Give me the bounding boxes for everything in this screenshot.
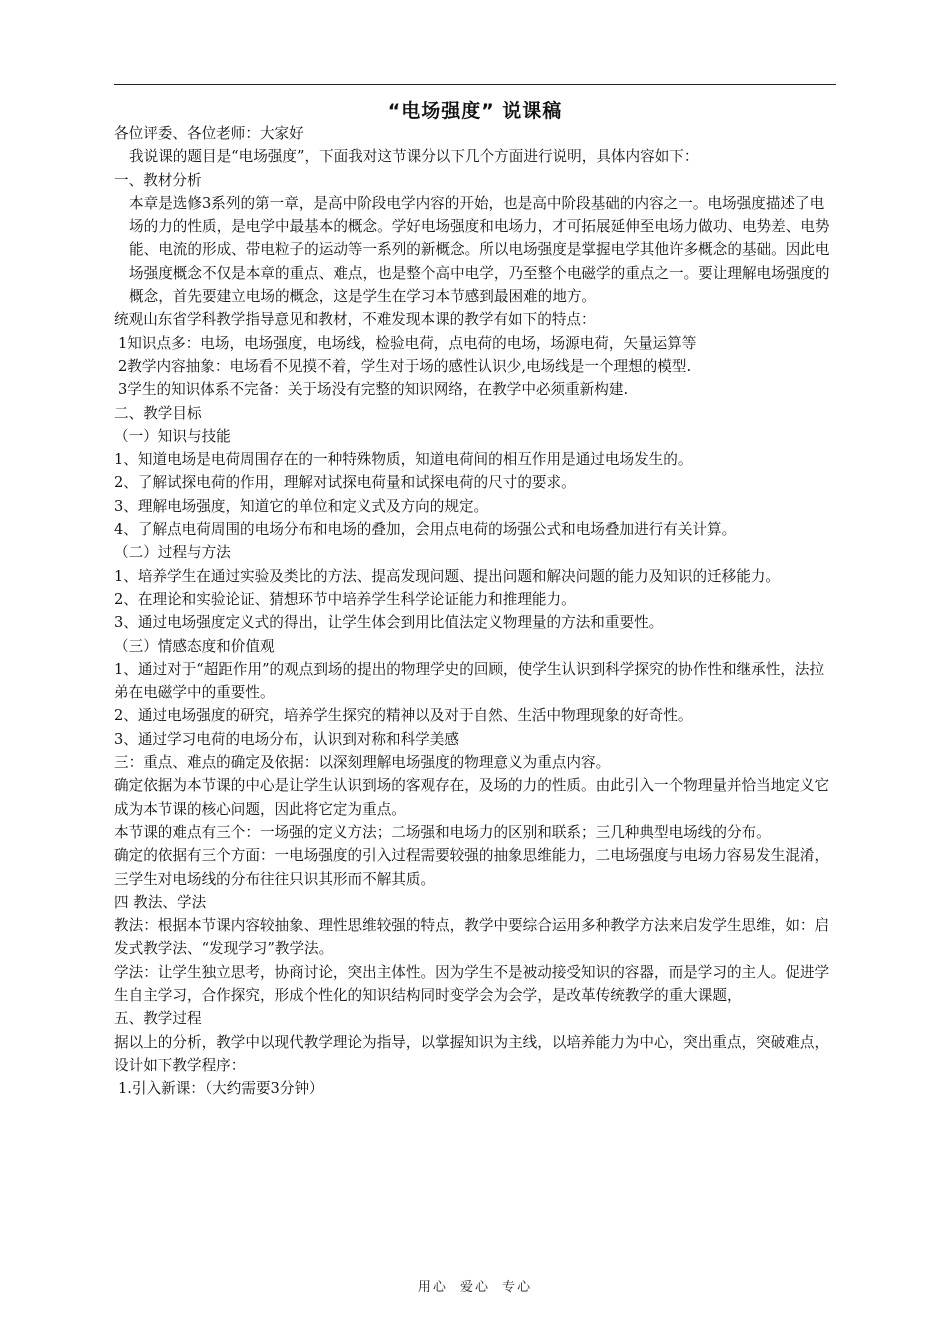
learning-method: 学法：让学生独立思考，协商讨论，突出主体性。因为学生不是被动接受知识的容器，而是学习的主人。促进学生自主学习，合作探究，形成个性化的知识结构同时变学会为会学，是改革传统教学的重大课题，	[114, 963, 830, 1004]
difficulty-points: 本节课的难点有三个：一场强的定义方法；二场强和电场力的区别和联系；三几种典型电场线的分布。	[114, 823, 771, 841]
attitude-item-2: 2、通过电场强度的研究，培养学生探究的精神以及对于自然、生活中物理现象的好奇性。	[114, 707, 693, 725]
attitude-item-1: 1、通过对于“超距作用”的观点到场的提出的物理学史的回顾，使学生认识到科学探究的协作性和继承性，法拉弟在电磁学中的重要性。	[114, 660, 825, 702]
process-item-2: 2、在理论和实验论证、猜想环节中培养学生科学论证能力和推理能力。	[114, 590, 576, 608]
document-title: “电场强度” 说课稿	[387, 100, 563, 122]
feature-item-1: 1知识点多：电场，电场强度，电场线，检验电荷，点电荷的电场，场源电荷，矢量运算等	[118, 334, 697, 352]
knowledge-item-2: 2、了解试探电荷的作用，理解对试探电荷量和试探电荷的尺寸的要求。	[114, 474, 576, 492]
section-heading-1: 一、教材分析	[114, 171, 202, 189]
attitude-item-3: 3、通过学习电荷的电场分布，认识到对称和科学美感	[114, 730, 459, 748]
process-intro: 据以上的分析，教学中以现代教学理论为指导，以掌握知识为主线，以培养能力为中心，突出重点，突破难点，设计如下教学程序：	[114, 1033, 830, 1074]
feature-item-2: 2教学内容抽象：电场看不见摸不着，学生对于场的感性认识少,电场线是一个理想的模型.	[118, 357, 692, 375]
section-heading-5: 五、教学过程	[114, 1010, 202, 1028]
textbook-analysis-paragraph: 本章是选修3系列的第一章，是高中阶段电学内容的开始，也是高中阶段基础的内容之一。电场强度描述了电场的力的性质，是电学中最基本的概念。学好电场强度和电场力，才可拓展延伸至电场力做功、电势差、电势能、电流的形成、带电粒子的运动等一系列的新概念。所以电场强度是掌握电学其他许多概念的基础。因此电场强度概念不仅是本章的重点、难点，也是整个高中电学，乃至整个电磁学的重点之一。要让理解电场强度的概念，首先要建立电场的概念，这是学生在学习本节感到最困难的地方。	[129, 194, 830, 306]
knowledge-item-4: 4、了解点电荷周围的电场分布和电场的叠加，会用点电荷的场强公式和电场叠加进行有关计算。	[114, 521, 737, 539]
process-item-1: 1、培养学生在通过实验及类比的方法、提高发现问题、提出问题和解决问题的能力及知识的迁移能力。	[114, 567, 781, 585]
greeting: 各位评委、各位老师：大家好	[114, 125, 304, 142]
process-step-1: 1.引入新课：（大约需要3分钟）	[118, 1080, 324, 1098]
section-heading-2: 二、教学目标	[114, 404, 202, 422]
page-footer: 用心 爱心 专心	[417, 1280, 533, 1295]
header-rule	[114, 84, 836, 85]
features-intro: 统观山东省学科教学指导意见和教材，不难发现本课的教学有如下的特点：	[114, 311, 596, 329]
subsection-heading-knowledge: （一）知识与技能	[114, 427, 231, 445]
intro-paragraph: 我说课的题目是“电场强度”，下面我对这节课分以下几个方面进行说明，具体内容如下：	[129, 148, 699, 166]
section-heading-3: 三：重点、难点的确定及依据：以深刻理解电场强度的物理意义为重点内容。	[114, 754, 611, 772]
knowledge-item-1: 1、知道电场是电荷周围存在的一种特殊物质，知道电荷间的相互作用是通过电场发生的。	[114, 451, 693, 469]
knowledge-item-3: 3、理解电场强度，知道它的单位和定义式及方向的规定。	[114, 497, 489, 515]
key-point-basis: 确定依据为本节课的中心是让学生认识到场的客观存在，及场的力的性质。由此引入一个物理量并恰当地定义它成为本节课的核心问题，因此将它定为重点。	[114, 777, 830, 818]
teaching-method: 教法：根据本节课内容较抽象、理性思维较强的特点，教学中要综合运用多种教学方法来启发学生思维，如：启发式教学法、“发现学习”教学法。	[114, 917, 830, 958]
document-body	[114, 122, 838, 1100]
subsection-heading-process: （二）过程与方法	[114, 544, 231, 562]
feature-item-3: 3学生的知识体系不完备：关于场没有完整的知识网络，在教学中必须重新构建.	[118, 381, 629, 399]
subsection-heading-attitude: （三）情感态度和价值观	[114, 637, 275, 655]
difficulty-basis: 确定的依据有三个方面：一电场强度的引入过程需要较强的抽象思维能力，二电场强度与电场力容易发生混淆，三学生对电场线的分布往往只识其形而不解其质。	[114, 847, 830, 888]
process-item-3: 3、通过电场强度定义式的得出，让学生体会到用比值法定义物理量的方法和重要性。	[114, 614, 664, 632]
section-heading-4: 四 教法、学法	[114, 893, 207, 911]
